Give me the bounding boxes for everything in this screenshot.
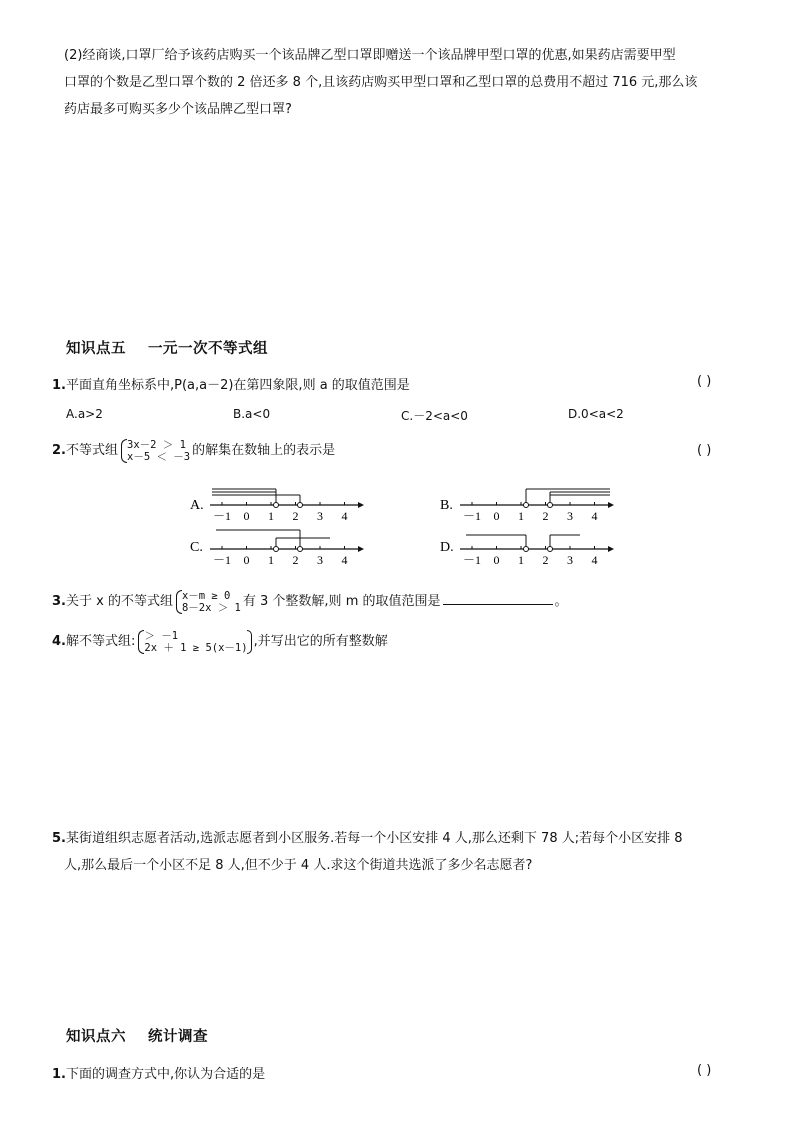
inequality-line: x－m ≥ 0 [181, 589, 231, 602]
inequality-line: ＞ －1 [144, 629, 179, 642]
question-prefix: 不等式组 [65, 443, 118, 458]
question-suffix: 的解集在数轴上的表示是 [192, 443, 336, 458]
inequality-line: x－5 ＜ －3 [127, 450, 191, 463]
question-line: 某街道组织志愿者活动,选派志愿者到小区服务.若每一个小区安排 4 人,那么还剩下 78 人;若每个小区安排 8 [65, 831, 683, 846]
axis-tick-label: 4 [341, 553, 348, 567]
axis-tick-label: 1 [268, 553, 274, 567]
number-line-a [190, 489, 364, 523]
axis-tick-label: 3 [317, 509, 323, 523]
question-6-1 [52, 1063, 265, 1082]
inequality-line: 2x ＋ 1 ≥ 5(x－1) [144, 641, 248, 654]
question-4 [52, 628, 388, 656]
option-label: C. [190, 540, 203, 555]
inequality-system [175, 590, 241, 614]
axis-tick-label: 2 [292, 553, 299, 567]
option-label: D. [440, 540, 454, 555]
axis-tick-label: 0 [493, 509, 500, 523]
option-d: D.0<a<2 [568, 407, 624, 421]
option-c: C.－2<a<0 [401, 409, 468, 423]
axis-tick-label: 4 [591, 553, 598, 567]
intro-line: 口罩的个数是乙型口罩个数的 2 倍还多 8 个,且该药店购买甲型口罩和乙型口罩的总费用不超过 716 元,那么该 [64, 75, 698, 90]
question-5 [52, 825, 732, 879]
answer-paren: ( ) [697, 443, 712, 458]
number-line-c [190, 530, 364, 567]
question-line: 人,那么最后一个小区不足 8 人,但不少于 4 人.求这个街道共选派了多少名志愿者? [64, 858, 533, 873]
axis-tick-label: 0 [243, 553, 250, 567]
axis-tick-label: 3 [317, 553, 323, 567]
axis-tick-label: －1 [462, 509, 482, 523]
section-heading-6 [66, 1025, 208, 1046]
axis-tick-label: 3 [567, 509, 573, 523]
axis-tick-label: －1 [212, 509, 232, 523]
section-label: 知识点五 [66, 341, 126, 357]
axis-tick-label: －1 [212, 553, 232, 567]
question-1 [52, 374, 410, 393]
intro-line: (2)经商谈,口罩厂给予该药店购买一个该品牌乙型口罩即赠送一个该品牌甲型口罩的优惠,如果药店需要甲型 [64, 48, 676, 63]
section-title: 统计调查 [148, 1029, 208, 1045]
option-label: B. [440, 498, 453, 513]
question-text: 平面直角坐标系中,P(a,a－2)在第四象限,则 a 的取值范围是 [65, 378, 410, 393]
inequality-system [137, 630, 247, 654]
question-number: 3. [52, 594, 66, 609]
number-line-b [440, 489, 614, 523]
intro-line: 药店最多可购买多少个该品牌乙型口罩? [64, 102, 292, 117]
intro-paragraph [64, 42, 744, 123]
option-label: A. [190, 498, 204, 513]
answer-blank[interactable] [443, 592, 553, 605]
number-line-options [180, 480, 620, 570]
option-a: A.a>2 [66, 407, 103, 421]
inequality-line: 3x－2 ＞ 1 [127, 438, 186, 451]
axis-tick-label: 0 [493, 553, 500, 567]
question-number: 1. [52, 378, 66, 393]
number-line-d [440, 535, 614, 567]
axis-tick-label: 1 [518, 509, 524, 523]
section-label: 知识点六 [66, 1029, 126, 1045]
question-text: 下面的调查方式中,你认为合适的是 [65, 1067, 266, 1082]
section-title: 一元一次不等式组 [148, 341, 268, 357]
axis-tick-label: －1 [462, 553, 482, 567]
axis-tick-label: 2 [542, 553, 549, 567]
axis-tick-label: 4 [591, 509, 598, 523]
inequality-line: 8－2x ＞ 1 [181, 601, 241, 614]
question-end: 。 [554, 594, 568, 609]
question-suffix: ,并写出它的所有整数解 [253, 634, 388, 649]
question-number: 5. [52, 831, 66, 846]
question-suffix: 有 3 个整数解,则 m 的取值范围是 [242, 594, 441, 609]
question-number: 2. [52, 443, 66, 458]
axis-tick-label: 4 [341, 509, 348, 523]
answer-paren: ( ) [697, 1063, 712, 1078]
axis-tick-label: 2 [292, 509, 299, 523]
axis-tick-label: 3 [567, 553, 573, 567]
question-number: 1. [52, 1067, 66, 1082]
question-prefix: 解不等式组: [65, 634, 136, 649]
axis-tick-label: 2 [542, 509, 549, 523]
question-2 [52, 437, 335, 465]
section-heading-5 [66, 337, 268, 358]
axis-tick-label: 0 [243, 509, 250, 523]
question-number: 4. [52, 634, 66, 649]
question-prefix: 关于 x 的不等式组 [65, 594, 173, 609]
axis-tick-label: 1 [268, 509, 274, 523]
question-3 [52, 588, 568, 616]
inequality-system [120, 439, 190, 463]
answer-paren: ( ) [697, 374, 712, 389]
option-b: B.a<0 [233, 407, 271, 421]
axis-tick-label: 1 [518, 553, 524, 567]
